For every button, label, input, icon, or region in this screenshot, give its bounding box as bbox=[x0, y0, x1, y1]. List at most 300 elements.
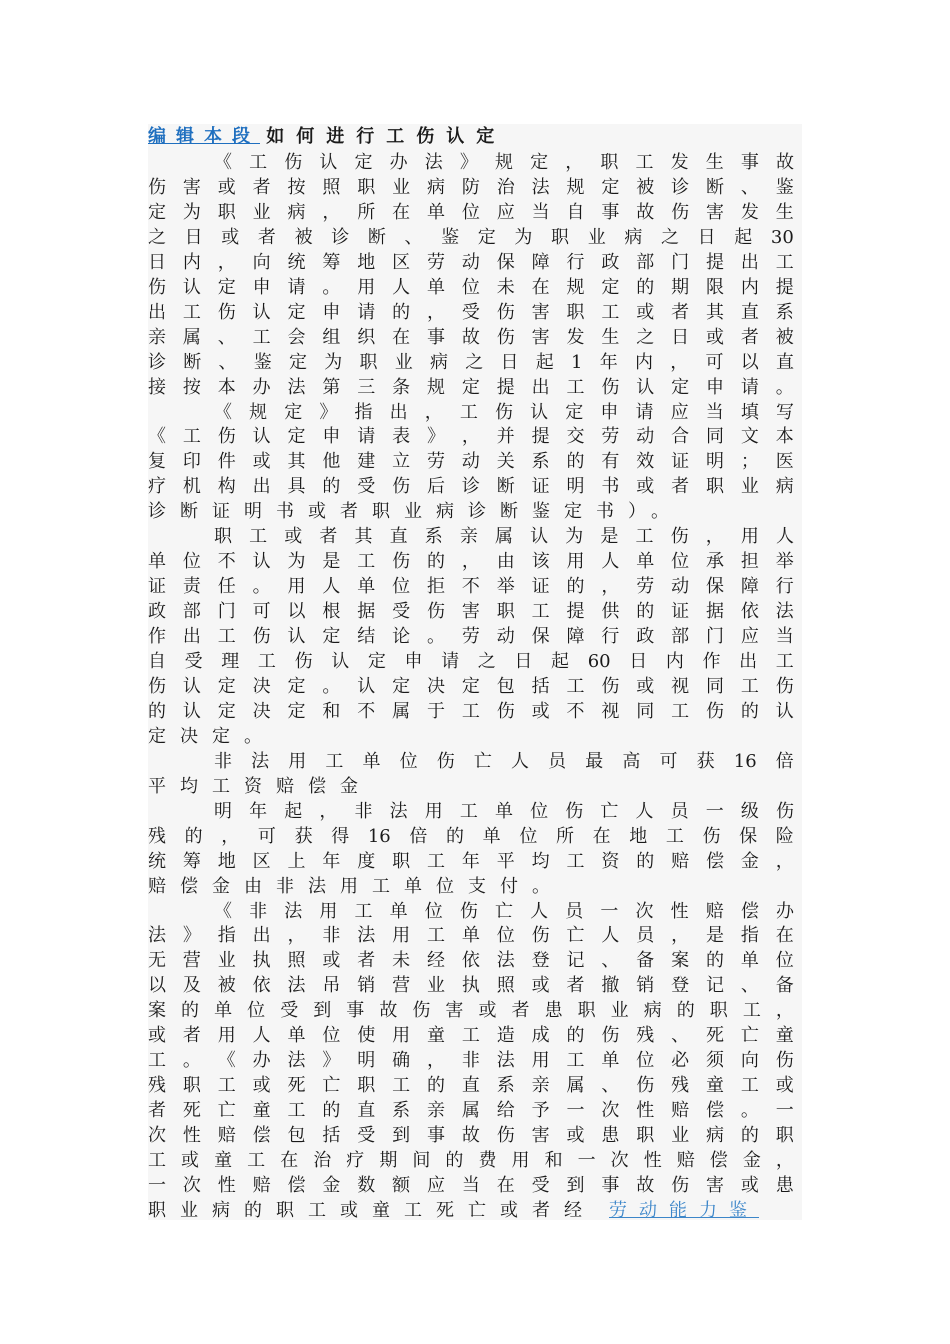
body-line bbox=[148, 1023, 794, 1048]
body-char: 销 bbox=[636, 975, 655, 997]
body-char: 、 bbox=[740, 176, 759, 198]
body-char: 位 bbox=[530, 800, 549, 822]
body-char: 偿 bbox=[252, 1125, 271, 1147]
body-char: 伤 bbox=[392, 551, 411, 573]
body-char: 日 bbox=[184, 226, 203, 248]
body-char: 吊 bbox=[322, 975, 341, 997]
body-char: 未 bbox=[496, 276, 515, 298]
body-char: 是 bbox=[322, 551, 341, 573]
body-char: 事 bbox=[346, 1000, 365, 1022]
body-char: 有 bbox=[601, 451, 620, 473]
body-char: 诊 bbox=[148, 351, 166, 373]
body-char: 指 bbox=[354, 401, 373, 423]
body-char: 伤 bbox=[148, 276, 166, 298]
body-char: 职 bbox=[359, 351, 378, 373]
body-char: 提 bbox=[706, 251, 724, 273]
body-char: 伤 bbox=[496, 1125, 515, 1147]
body-char: 偿 bbox=[706, 1100, 724, 1122]
body-char: 者 bbox=[566, 975, 585, 997]
body-char: ， bbox=[217, 251, 236, 273]
body-char: 交 bbox=[566, 426, 585, 448]
body-char: 和 bbox=[544, 1150, 563, 1171]
body-char: 系 bbox=[775, 301, 794, 323]
body-char: 到 bbox=[566, 1174, 585, 1196]
body-char: 记 bbox=[566, 950, 585, 972]
body-char: 单 bbox=[427, 276, 445, 298]
body-char: ， bbox=[670, 351, 689, 373]
body-char: 非 bbox=[214, 750, 232, 772]
body-char: 请 bbox=[441, 651, 460, 672]
body-char: 年 bbox=[461, 850, 480, 872]
body-line bbox=[148, 674, 794, 699]
body-char: 明 bbox=[357, 1050, 376, 1072]
body-char: 伤 bbox=[392, 476, 411, 498]
body-char: 治 bbox=[496, 176, 515, 198]
body-char: 发 bbox=[566, 326, 585, 348]
body-char: 上 bbox=[287, 850, 306, 872]
body-char: 职 bbox=[357, 176, 376, 198]
body-line bbox=[148, 824, 794, 849]
body-line bbox=[148, 849, 794, 874]
body-char: 造 bbox=[496, 1025, 515, 1047]
body-line bbox=[148, 774, 794, 799]
body-char: 偿 bbox=[287, 1174, 306, 1196]
body-char: 动 bbox=[496, 626, 515, 648]
body-char: 在 bbox=[592, 825, 611, 847]
body-char: 疗 bbox=[148, 476, 166, 498]
body-char: 定 bbox=[354, 152, 373, 173]
body-char: 期 bbox=[379, 1150, 398, 1171]
body-char: 治 bbox=[313, 1150, 332, 1171]
body-char: 工 bbox=[775, 251, 794, 273]
body-char: 法 bbox=[775, 601, 794, 623]
body-char: 受 bbox=[531, 1174, 550, 1196]
body-char: 伤 bbox=[459, 900, 478, 922]
body-char: 患 bbox=[775, 1174, 794, 1196]
body-char: 包 bbox=[287, 1125, 306, 1147]
body-char: 认 bbox=[636, 376, 655, 398]
body-char: 应 bbox=[496, 201, 515, 223]
body-char: 关 bbox=[496, 451, 515, 473]
body-char: 定 bbox=[477, 226, 496, 248]
body-char: 认 bbox=[182, 276, 201, 298]
body-char: 。 bbox=[775, 376, 794, 398]
body-char: 是 bbox=[706, 925, 724, 947]
body-char: 件 bbox=[217, 451, 236, 473]
body-char: 次 bbox=[610, 1150, 629, 1171]
body-char: 无 bbox=[148, 950, 166, 972]
body-char: 工 bbox=[459, 401, 478, 423]
body-char: 害 bbox=[445, 1000, 464, 1022]
body-char: 职 bbox=[706, 476, 724, 498]
body-char: ， bbox=[461, 551, 480, 573]
body-char: 之 bbox=[477, 651, 496, 672]
body-line bbox=[148, 874, 794, 899]
body-char: 死 bbox=[706, 1025, 724, 1047]
body-char: 。 bbox=[252, 576, 271, 598]
body-char: 费 bbox=[478, 1150, 497, 1171]
body-char: 者 bbox=[148, 1100, 166, 1122]
body-char: 的 bbox=[184, 825, 203, 847]
body-char: 本 bbox=[775, 426, 794, 448]
body-line bbox=[148, 150, 794, 175]
body-char: 动 bbox=[671, 576, 690, 598]
body-char: 视 bbox=[601, 700, 620, 722]
body-line bbox=[148, 998, 794, 1023]
body-char: 规 bbox=[427, 376, 445, 398]
body-char: 、 bbox=[217, 326, 236, 348]
body-char: 《 bbox=[214, 152, 232, 173]
body-char: 定 bbox=[287, 426, 306, 448]
body-char: 定 bbox=[287, 301, 306, 323]
body-char: 的 bbox=[445, 1150, 464, 1171]
body-char: 业 bbox=[740, 476, 759, 498]
body-char: 动 bbox=[461, 251, 480, 273]
body-char: 断 bbox=[706, 176, 724, 198]
body-char: 属 bbox=[182, 326, 201, 348]
body-char: 死 bbox=[287, 1075, 306, 1097]
body-char: 定 bbox=[284, 401, 303, 423]
body-char: 被 bbox=[775, 326, 794, 348]
body-char: 人 bbox=[601, 551, 620, 573]
body-char: ， bbox=[705, 526, 724, 548]
body-line bbox=[148, 524, 794, 549]
body-char: 为 bbox=[182, 201, 201, 223]
body-char: 伤 bbox=[565, 800, 584, 822]
body-char: 16 bbox=[733, 750, 757, 772]
body-char: 患 bbox=[544, 1000, 563, 1022]
body-char: 职 bbox=[357, 1075, 376, 1097]
body-line bbox=[148, 449, 794, 474]
body-char: 提 bbox=[775, 276, 794, 298]
body-char: 人 bbox=[511, 750, 529, 772]
body-char: 、 bbox=[671, 1025, 690, 1047]
body-char: 职 bbox=[566, 301, 585, 323]
body-char: 用 bbox=[287, 576, 306, 598]
body-char: 部 bbox=[636, 251, 655, 273]
body-char: 可 bbox=[705, 351, 724, 373]
body-char: 备 bbox=[775, 975, 794, 997]
body-char: 定 bbox=[601, 276, 620, 298]
body-char: 断 bbox=[183, 351, 202, 373]
body-char: 法 bbox=[531, 176, 550, 198]
body-char: 位 bbox=[775, 950, 794, 972]
body-char: 内 bbox=[182, 251, 201, 273]
body-char: 的 bbox=[636, 276, 655, 298]
body-char: 位 bbox=[247, 1000, 266, 1022]
body-char: 可 bbox=[252, 601, 271, 623]
body-char: 或 bbox=[775, 1075, 794, 1097]
body-char: 害 bbox=[531, 326, 550, 348]
body-char: 系 bbox=[392, 1100, 411, 1122]
body-char: 倍 bbox=[409, 825, 428, 847]
body-char: 本 bbox=[217, 376, 236, 398]
body-char: 案 bbox=[671, 950, 690, 972]
body-char: 偿 bbox=[740, 900, 759, 922]
body-char: 伤 bbox=[148, 176, 166, 198]
body-char: 动 bbox=[636, 426, 655, 448]
body-line-text: 职业病的职工或童工死亡或者经 bbox=[148, 1199, 596, 1221]
body-char: 得 bbox=[331, 825, 350, 847]
body-char: 任 bbox=[217, 576, 236, 598]
body-line bbox=[148, 225, 794, 250]
body-char: 定 bbox=[461, 675, 480, 697]
body-char: 属 bbox=[461, 1100, 480, 1122]
body-char: 或 bbox=[636, 301, 655, 323]
body-char: 认 bbox=[252, 301, 271, 323]
body-char: 规 bbox=[249, 401, 268, 423]
body-char: 故 bbox=[776, 152, 794, 173]
body-char: 伤 bbox=[706, 700, 724, 722]
body-char: 人 bbox=[635, 800, 654, 822]
body-line bbox=[148, 1098, 794, 1123]
body-line bbox=[148, 948, 794, 973]
body-char: 的 bbox=[322, 476, 341, 498]
body-char: ， bbox=[319, 800, 338, 822]
body-char: 建 bbox=[357, 451, 376, 473]
body-char: 工 bbox=[148, 1150, 166, 1171]
body-char: 请 bbox=[357, 301, 376, 323]
body-char: 结 bbox=[357, 626, 376, 648]
body-char: 用 bbox=[511, 1150, 530, 1171]
body-char: 职 bbox=[636, 1125, 655, 1147]
body-char: 害 bbox=[461, 601, 480, 623]
body-char: 。 bbox=[182, 1050, 201, 1072]
body-char: 可 bbox=[659, 750, 678, 772]
body-char: 职 bbox=[709, 1000, 728, 1022]
body-char: 直 bbox=[357, 1100, 376, 1122]
body-char: 职 bbox=[217, 201, 236, 223]
body-line bbox=[148, 649, 794, 674]
body-char: 案 bbox=[148, 1000, 166, 1022]
body-char: 工 bbox=[182, 426, 201, 448]
body-char: 责 bbox=[182, 576, 201, 598]
body-char: 工 bbox=[257, 651, 276, 672]
body-char: 次 bbox=[148, 1125, 166, 1147]
body-char: 担 bbox=[740, 551, 759, 573]
body-char: 政 bbox=[636, 626, 655, 648]
body-char: 、 bbox=[218, 351, 237, 373]
body-char: 亡 bbox=[322, 1075, 341, 1097]
body-char: 年 bbox=[249, 800, 268, 822]
body-char: 工 bbox=[531, 601, 550, 623]
body-char: 筹 bbox=[322, 251, 341, 273]
body-line bbox=[148, 599, 794, 624]
body-char: 效 bbox=[636, 451, 655, 473]
body-char: 接 bbox=[148, 376, 166, 398]
body-char: 劳 bbox=[636, 576, 655, 598]
body-char: 用 bbox=[288, 750, 307, 772]
body-char: 或 bbox=[252, 451, 271, 473]
body-char: 备 bbox=[636, 950, 655, 972]
body-char: 性 bbox=[217, 1174, 236, 1196]
body-char: 伤 bbox=[148, 675, 166, 697]
body-char: 该 bbox=[531, 551, 550, 573]
body-char: 确 bbox=[392, 1050, 411, 1072]
body-char: 一 bbox=[775, 1100, 794, 1122]
body-char: 法 bbox=[287, 376, 306, 398]
body-char: 赔 bbox=[676, 1150, 695, 1171]
body-char: 》 bbox=[319, 401, 338, 423]
body-char: 属 bbox=[566, 1075, 585, 1097]
body-char: 伤 bbox=[601, 675, 620, 697]
body-char: 《 bbox=[214, 900, 232, 922]
body-char: 起 bbox=[551, 651, 570, 672]
body-char: 病 bbox=[643, 1000, 662, 1022]
body-char: 人 bbox=[530, 900, 549, 922]
body-char: 第 bbox=[322, 376, 341, 398]
body-char: 机 bbox=[182, 476, 201, 498]
body-char: ， bbox=[322, 201, 341, 223]
body-line bbox=[148, 1048, 794, 1073]
body-char: 文 bbox=[740, 426, 759, 448]
body-char: 童 bbox=[706, 1075, 724, 1097]
body-char: 工 bbox=[217, 1075, 236, 1097]
body-char: 《 bbox=[148, 426, 166, 448]
body-char: 业 bbox=[217, 950, 236, 972]
body-char: ， bbox=[601, 576, 620, 598]
edit-section-link[interactable]: 编辑本段 bbox=[148, 126, 260, 147]
body-char: 复 bbox=[148, 451, 166, 473]
body-char: 、 bbox=[404, 226, 423, 248]
body-char: 认 bbox=[319, 152, 338, 173]
body-char: 规 bbox=[495, 152, 513, 173]
labor-capacity-link[interactable]: 劳动能力鉴 bbox=[609, 1199, 759, 1221]
body-char: 决 bbox=[252, 675, 271, 697]
body-char: 受 bbox=[184, 651, 203, 672]
body-char: 之 bbox=[465, 351, 484, 373]
body-char: 偿 bbox=[706, 850, 724, 872]
body-char: 额 bbox=[392, 1174, 411, 1196]
body-char: 单 bbox=[636, 551, 655, 573]
body-char: 病 bbox=[287, 201, 306, 223]
body-char: 者 bbox=[740, 326, 759, 348]
body-char: 位 bbox=[519, 825, 538, 847]
body-char: 到 bbox=[392, 1125, 411, 1147]
body-char: 亡 bbox=[566, 925, 585, 947]
body-char: 职 bbox=[775, 1125, 794, 1147]
body-char: 害 bbox=[182, 176, 201, 198]
body-char: 应 bbox=[670, 401, 689, 423]
body-char: 属 bbox=[495, 526, 513, 548]
body-char: 伤 bbox=[436, 750, 455, 772]
body-char: 为 bbox=[324, 351, 343, 373]
body-char: 伤 bbox=[496, 301, 515, 323]
body-char: 保 bbox=[531, 626, 550, 648]
body-char: 照 bbox=[322, 176, 341, 198]
body-char: 残 bbox=[671, 1075, 690, 1097]
body-char: 或 bbox=[148, 1025, 166, 1047]
body-char: 的 bbox=[636, 601, 655, 623]
body-char: 提 bbox=[566, 601, 585, 623]
body-line-text: 诊断证明书或者职业病诊断鉴定书）。 bbox=[148, 501, 683, 523]
body-char: ， bbox=[461, 426, 480, 448]
body-char: 直 bbox=[461, 1075, 480, 1097]
body-char: 定 bbox=[217, 675, 236, 697]
body-char: 统 bbox=[148, 850, 166, 872]
body-char: 工 bbox=[252, 326, 271, 348]
body-char: 单 bbox=[461, 925, 480, 947]
body-char: 职 bbox=[600, 152, 619, 173]
body-char: 障 bbox=[740, 576, 759, 598]
body-char: 的 bbox=[566, 1025, 585, 1047]
body-char: 亲 bbox=[148, 326, 166, 348]
body-char: ， bbox=[221, 825, 240, 847]
body-char: 证 bbox=[671, 451, 690, 473]
body-char: 职 bbox=[392, 850, 411, 872]
body-char: 亡 bbox=[473, 750, 492, 772]
body-char: 单 bbox=[214, 1000, 233, 1022]
body-char: 童 bbox=[252, 1100, 271, 1122]
body-char: 举 bbox=[496, 576, 515, 598]
body-char: 或 bbox=[740, 1174, 759, 1196]
body-char: 法 bbox=[284, 900, 303, 922]
body-char: 患 bbox=[601, 1125, 620, 1147]
body-char: 诊 bbox=[671, 176, 690, 198]
body-char: 出 bbox=[182, 626, 201, 648]
body-char: 者 bbox=[511, 1000, 530, 1022]
body-char: 业 bbox=[392, 176, 411, 198]
body-char: 或 bbox=[531, 975, 550, 997]
body-char: 定 bbox=[565, 401, 584, 423]
body-char: 视 bbox=[671, 675, 690, 697]
body-char: 认 bbox=[331, 651, 350, 672]
body-char: 童 bbox=[427, 1025, 445, 1047]
body-char: 一 bbox=[577, 1150, 596, 1171]
body-char: 获 bbox=[696, 750, 715, 772]
body-char: 工 bbox=[357, 551, 376, 573]
body-char: 害 bbox=[531, 1125, 550, 1147]
body-char: 或 bbox=[478, 1000, 497, 1022]
body-char: 单 bbox=[495, 800, 513, 822]
body-char: 决 bbox=[427, 675, 445, 697]
body-char: 被 bbox=[217, 975, 236, 997]
body-line bbox=[148, 424, 794, 449]
body-char: 所 bbox=[357, 201, 376, 223]
body-char: 工 bbox=[217, 626, 236, 648]
body-char: 的 bbox=[566, 576, 585, 598]
body-char: 、 bbox=[601, 1075, 620, 1097]
section-heading bbox=[148, 124, 506, 150]
body-char: 其 bbox=[354, 526, 373, 548]
body-char: 的 bbox=[181, 1000, 200, 1022]
section-title: 如何进行工伤认定 bbox=[266, 126, 507, 147]
body-char: 伤 bbox=[217, 426, 236, 448]
body-char: 数 bbox=[357, 1174, 376, 1196]
body-char: 定 bbox=[217, 276, 236, 298]
body-char: 病 bbox=[427, 176, 445, 198]
body-char: 害 bbox=[706, 1174, 724, 1196]
body-char: 工 bbox=[459, 800, 478, 822]
body-char: 故 bbox=[636, 1174, 655, 1196]
body-char: 在 bbox=[531, 276, 550, 298]
body-char: 认 bbox=[252, 426, 271, 448]
body-char: 职 bbox=[214, 526, 232, 548]
body-char: 单 bbox=[601, 1050, 620, 1072]
body-char: 病 bbox=[775, 476, 794, 498]
body-char: ， bbox=[424, 401, 443, 423]
body-char: 险 bbox=[775, 825, 794, 847]
body-char: 事 bbox=[601, 201, 620, 223]
body-char: 赔 bbox=[252, 1174, 271, 1196]
body-char: 为 bbox=[565, 526, 584, 548]
body-char: 登 bbox=[671, 975, 690, 997]
body-char: 印 bbox=[182, 451, 201, 473]
body-char: 保 bbox=[706, 576, 724, 598]
body-char: 办 bbox=[389, 152, 408, 173]
body-char: 》 bbox=[459, 152, 478, 173]
body-char: 到 bbox=[313, 1000, 332, 1022]
